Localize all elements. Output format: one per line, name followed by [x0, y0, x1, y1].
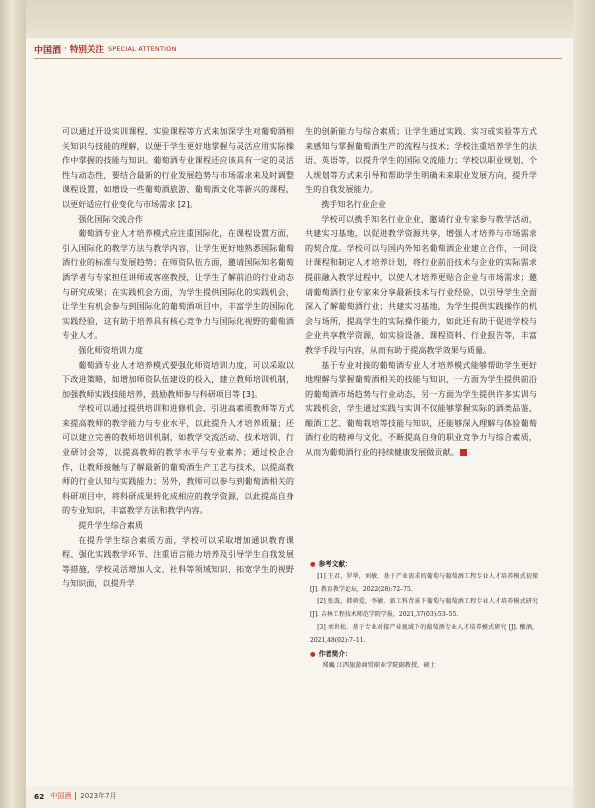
article-column-right — [305, 124, 537, 460]
section-heading-text: 强化国际交流合作 — [78, 213, 143, 224]
page-footer — [34, 790, 117, 802]
paragraph-text: 葡萄酒专业人才培养模式应注重国际化，在课程设置方面，引入国际化的教学方法与教学内容，让学生更好地熟悉国际葡萄酒行业的标准与发展趋势；在师资队伍方面，邀请国际知名葡萄酒学者与专家担任讲师或客座教授，让学生了解前沿的行业动态与研究成果；在实践机会方面，为学生提供国际化的实践机会，让学生有机会参与到国际化的葡萄酒项目中，丰富学生的国际化实践经验，这有助于培养具有核心竞争力与国际化视野的葡萄酒专业人才。 — [62, 228, 294, 341]
section-heading — [62, 518, 294, 533]
page-right-edge — [573, 0, 595, 808]
reference-item: [2] 张波，韩舜爱，李敏．新工科背景下葡萄与葡萄酒工程专业人才培养模式研究 [J]. 吉林工程技术师范学院学报，2021,37(03):53–55. — [310, 598, 538, 619]
red-bullet-icon: ● — [310, 649, 316, 658]
header-rule — [34, 58, 562, 59]
paragraph-text: 葡萄酒专业人才培养模式要强化师资培训力度，可以采取以下改进策略，如增加师资队伍建设的投入，建立教师培训机制，加强教师实践技能培养，鼓励教师参与科研项目等 [3]。 — [62, 359, 294, 399]
body-paragraph — [62, 124, 294, 212]
running-header — [34, 42, 177, 56]
paragraph-text: 生的创新能力与综合素质；让学生通过实践、实习或实验等方式来感知与掌握葡萄酒生产的流程与技术；学校注重培养学生的法语、英语等，以提升学生的国际交流能力；学校以职业规划、个人规划等方式来引导和帮助学生明确未来职业发展方向，提升学生的自我发展能力。 — [305, 126, 537, 195]
references-heading — [310, 558, 538, 571]
author-heading — [310, 648, 538, 661]
square-end-mark-icon — [460, 449, 467, 456]
section-heading-text: 强化师资培训力度 — [78, 344, 143, 355]
reference-item: [1] 王君，罗华，刘敏．基于产业需求的葡萄与葡萄酒工程专业人才培养模式初探 [J]. 教育教学论坛，2022(28):72–75. — [310, 572, 538, 593]
paragraph-text: 基于专业对接的葡萄酒专业人才培养模式能够帮助学生更好地理解与掌握葡萄酒相关的技能与知识，一方面为学生提供前沿的葡萄酒市场趋势与行业动态，另一方面为学生提供许多实训与实践机会，学生通过实践与实训不仅能够掌握实际的酒类品鉴、酿酒工艺、葡萄栽培等技能与知识，还能够深入理解与体验葡萄酒行业的精神与文化，不断提高自身的职业竞争力与综合素质，从而为葡萄酒行业的持续健康发展做贡献。 — [305, 359, 537, 458]
body-paragraph — [305, 212, 537, 358]
header-column-cn: 特别关注 — [69, 45, 104, 55]
paragraph-text: 学校可以携手知名行业企业，邀请行业专家参与教学活动，共建实习基地，以促进教学资源共享，增强人才培养与市场需求的契合度。学校可以与国内外知名葡萄酒企业建立合作，一同设计课程和制定人才培养计划，将行业前沿技术与企业的实际需求提前融入教学过程中，以使人才培养更贴合企业与市场需求；邀请葡萄酒行业专家来分享最新技术与行业经验，以引导学生全面深入了解葡萄酒行业；共建实习基地，为学生提供实践操作的机会与场所，提高学生的实际操作能力，如此还有助于促进学校与企业共享教学资源，如实验设备、课程资料、行业报告等，丰富教学手段与内容，从而有助于提高教学效果与质量。 — [305, 213, 537, 355]
section-heading-text: 携手知名行业企业 — [321, 198, 386, 209]
references-heading-label: 参考文献： — [318, 560, 352, 568]
paragraph-text: 学校可以通过提供培训和进修机会、引进高素质教师等方式来提高教师的教学能力与专业水平，以此提升人才培养质量；还可以建立完善的教师培训机制，如教学交流活动、技术培训、行业研讨会等，以提高教师的教学水平与专业素养；通过校企合作，让教师接触与了解最新的葡萄酒生产工艺与技术，以提高教师的行业认知与实践能力；另外，教师可以参与到葡萄酒相关的科研项目中，将科研成果转化成相应的教学资源，以此提高自身的专业知识，丰富教学方法和教学内容。 — [62, 403, 294, 516]
header-column-en: SPECIAL ATTENTION — [107, 45, 177, 53]
body-paragraph — [62, 401, 294, 518]
footer-issue: 2023年7月 — [80, 792, 117, 800]
section-heading — [62, 212, 294, 227]
body-paragraph — [62, 358, 294, 402]
section-heading — [305, 197, 537, 212]
author-bio: 郑巍 江西旅游商贸职业学院副教授，硕士 — [322, 662, 436, 670]
reference-item: [3] 刘世松．基于专业对接产业视域下的葡萄酒专业人才培养模式研究 [J]. 酿酒，2021,48(02):7–11. — [310, 623, 538, 644]
page-number: 62 — [34, 791, 45, 801]
red-bullet-icon: ● — [310, 560, 316, 568]
body-paragraph — [305, 124, 537, 197]
paragraph-text: 可以通过开设实训课程、实验课程等方式来加深学生对葡萄酒相关知识与技能的理解，以便于学生更好地掌握与灵活应用实际操作中掌握的技能与知识。葡萄酒专业课程还应该具有一定的灵活性与动态性，要结合最新的行业发展趋势与市场需求来及时调整课程设置，如增设一些葡萄酒旅游、葡萄酒文化等新兴的课程，以更好适应行业变化与市场需求 [2]。 — [62, 126, 294, 209]
page-top-edge — [0, 0, 595, 38]
header-magazine: 中国酒 — [34, 45, 62, 56]
paragraph-text: 在提升学生综合素质方面，学校可以采取增加通识教育课程、强化实践教学环节、注重语言能力培养及引导学生自我发展等措施，学校灵活增加人文、社科等领域知识，拓宽学生的视野与知识面，以提升学 — [62, 534, 294, 589]
footer-divider — [75, 792, 76, 800]
body-paragraph — [305, 358, 537, 460]
header-separator: · — [64, 44, 67, 54]
body-paragraph — [62, 226, 294, 343]
section-heading — [62, 343, 294, 358]
article-column-left — [62, 124, 294, 591]
footer-magazine: 中国酒 — [50, 792, 72, 800]
section-heading-text: 提升学生综合素质 — [78, 520, 143, 531]
references-section — [310, 558, 538, 673]
body-paragraph — [62, 533, 294, 591]
author-heading-label: 作者简介： — [318, 649, 352, 658]
page-roll-decoration — [0, 0, 26, 808]
